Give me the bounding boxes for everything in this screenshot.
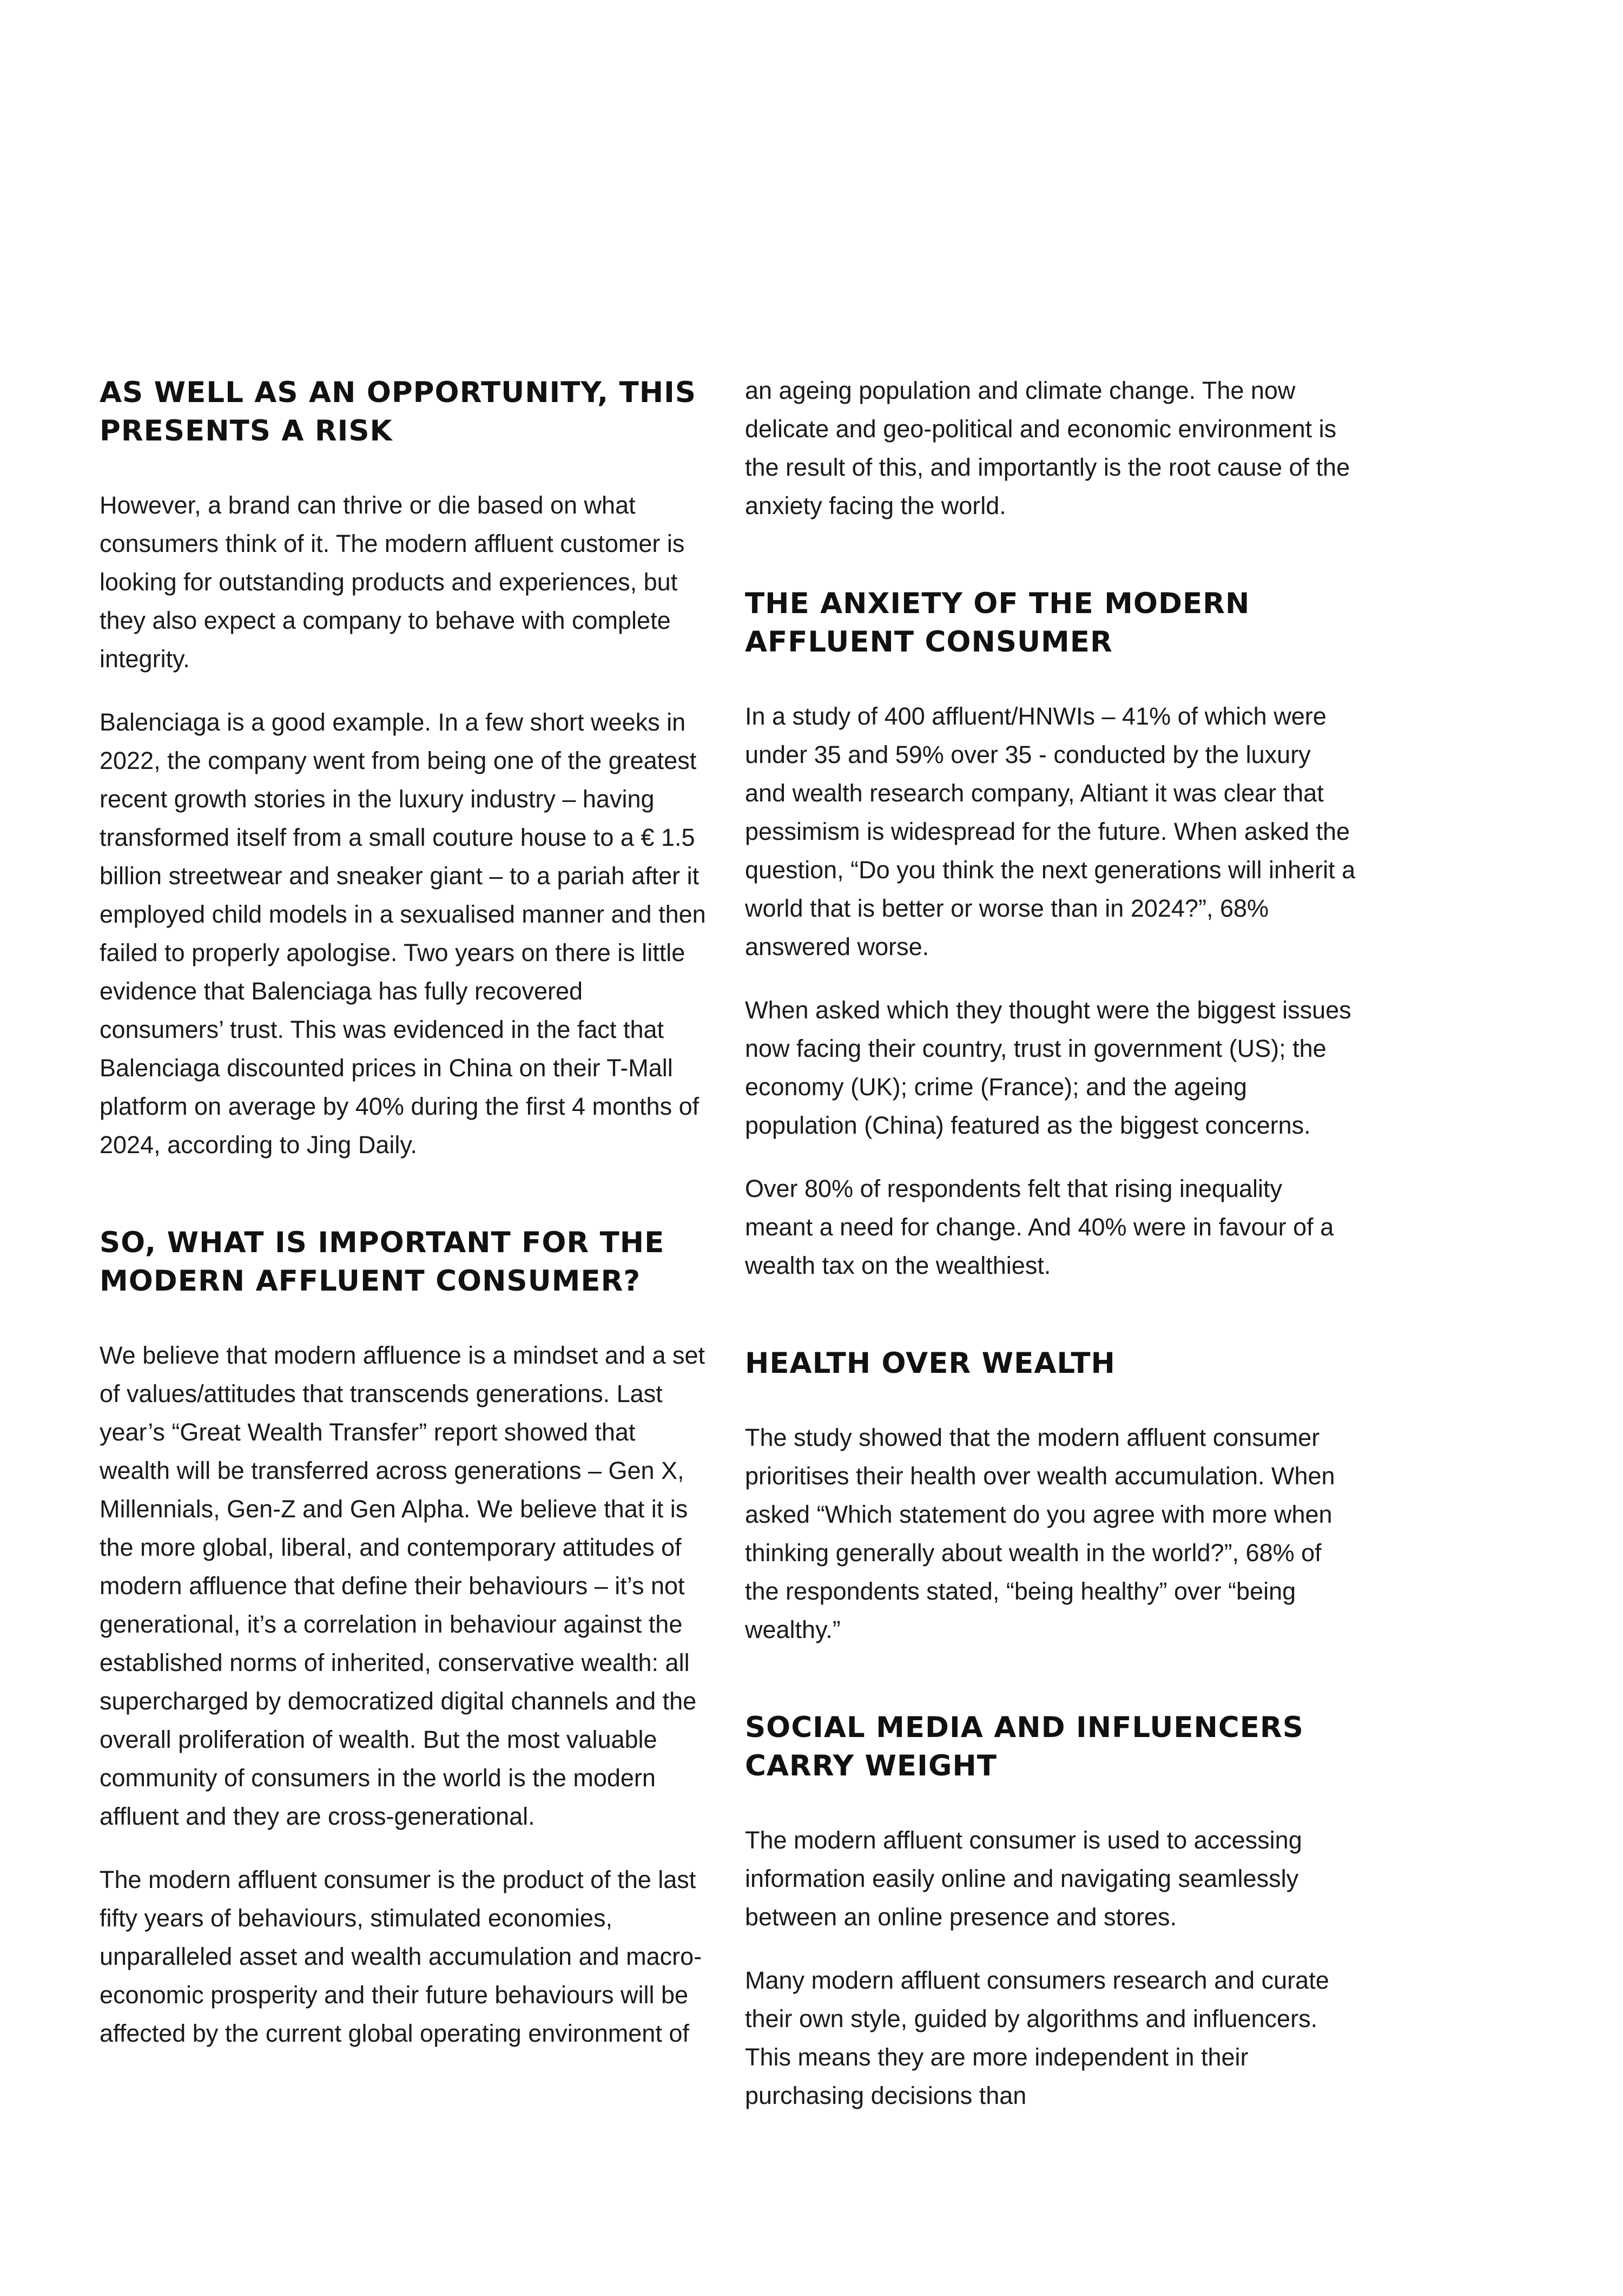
right-column — [745, 373, 1356, 2140]
paragraph-ageing-population: an ageing population and climate change. The now delicate and geo-political and economic environment is the result of this, and importantly is the root cause of the anxiety facing the world. — [745, 377, 1350, 519]
paragraph-inequality: Over 80% of respondents felt that rising inequality meant a need for change. And 40% were in favour of a wealth tax on the wealthiest. — [745, 1175, 1334, 1279]
paragraph-product-of-fifty-years: The modern affluent consumer is the product of the last fifty years of behaviours, stimulated economies, unparalleled asset and wealth accumulation and macro-economic prosperity and their future behaviours will be affected by the current global operating environment of — [100, 1866, 702, 2047]
paragraph-altiant-study: In a study of 400 affluent/HNWIs – 41% of which were under 35 and 59% over 35 - conducted by the luxury and wealth research company, Altiant it was clear that pessimism is widespread for the future. When asked the question, “Do you think the next generations will inherit a world that is better or worse than in 2024?”, 68% answered worse. — [745, 702, 1356, 960]
paragraph-health-study: The study showed that the modern affluent consumer prioritises their health over wealth accumulation. When asked “Which statement do you agree with more when thinking generally about wealth in the world?”, 68% of the respondents stated, “being healthy” over “being wealthy.” — [745, 1424, 1335, 1643]
heading-opportunity-risk: AS WELL AS AN OPPORTUNITY, THIS PRESENTS A RISK — [100, 376, 697, 448]
paragraph-curate-style: Many modern affluent consumers research and curate their own style, guided by algorithms and influencers. This means they are more independent in their purchasing decisions than — [745, 1966, 1329, 2109]
heading-anxiety: THE ANXIETY OF THE MODERN AFFLUENT CONSUMER — [745, 587, 1250, 659]
paragraph-biggest-issues: When asked which they thought were the biggest issues now facing their country, trust in government (US); the economy (UK); crime (France); and the ageing population (China) featured as the biggest concerns. — [745, 996, 1351, 1139]
paragraph-brand-integrity: However, a brand can thrive or die based on what consumers think of it. The modern affluent customer is looking for outstanding products and experiences, but they also expect a company to behave with complete integrity. — [100, 491, 685, 673]
paragraph-balenciaga-example: Balenciaga is a good example. In a few short weeks in 2022, the company went from being one of the greatest recent growth stories in the luxury industry – having transformed itself from a small couture house to a € 1.5 billion streetwear and sneaker giant – to a pariah after it employed child models in a sexualised manner and then failed to properly apologise. Two years on there is little evidence that Balenciaga has fully recovered consumers’ trust. This was evidenced in the fact that Balenciaga discounted prices in China on their T-Mall platform on average by 40% during the first 4 months of 2024, according to Jing Daily. — [100, 708, 706, 1159]
paragraph-online-navigation: The modern affluent consumer is used to accessing information easily online and navigating seamlessly between an online presence and stores. — [745, 1826, 1302, 1931]
heading-social-media: SOCIAL MEDIA AND INFLUENCERS CARRY WEIGHT — [745, 1711, 1304, 1782]
heading-what-is-important: SO, WHAT IS IMPORTANT FOR THE MODERN AFFLUENT CONSUMER? — [100, 1226, 665, 1298]
left-column — [100, 373, 711, 2077]
heading-health-over-wealth: HEALTH OVER WEALTH — [745, 1347, 1116, 1380]
paragraph-modern-affluence-mindset: We believe that modern affluence is a mindset and a set of values/attitudes that transcends generations. Last year’s “Great Wealth Transfer” report showed that wealth will be transferred across generations – Gen X, Millennials, Gen-Z and Gen Alpha. We believe that it is the more global, liberal, and contemporary attitudes of modern affluence that define their behaviours – it’s not generational, it’s a correlation in behaviour against the established norms of inherited, conservative wealth: all supercharged by democratized digital channels and the overall proliferation of wealth. But the most valuable community of consumers in the world is the modern affluent and they are cross-generational. — [100, 1341, 705, 1830]
